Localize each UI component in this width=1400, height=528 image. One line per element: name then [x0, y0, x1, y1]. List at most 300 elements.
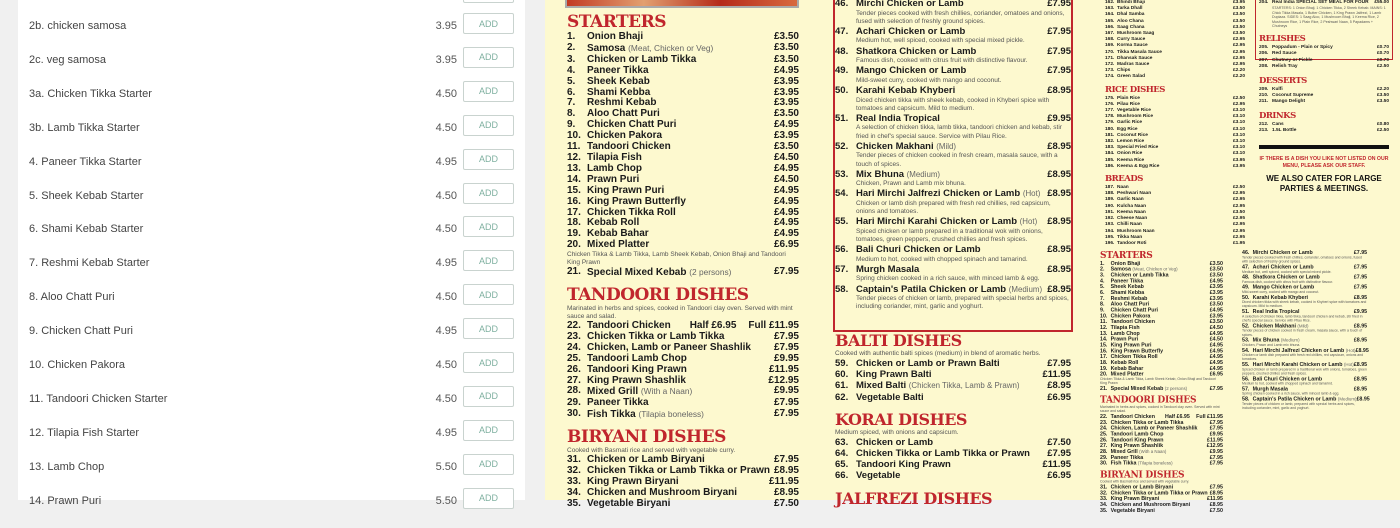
entry-number: 28. [1100, 448, 1108, 455]
entry-name [856, 141, 1047, 153]
menu-entry [567, 267, 799, 279]
entry-name-text: Prawn Puri [587, 173, 640, 185]
entry-number: 51. [1242, 308, 1250, 315]
entry-number: 56. [835, 244, 849, 256]
item-name: 11. Tandoori Chicken Starter [29, 392, 168, 405]
entry-name-text: Madras Sauce [1117, 62, 1150, 68]
entry-number: 53. [835, 168, 849, 180]
entry-name-text: Real India SPECIAL SET MEAL FOR FOUR [1272, 0, 1369, 5]
add-button-partial[interactable] [463, 0, 514, 3]
entry-price: £7.95 [1047, 448, 1071, 460]
entry-number: 32. [1100, 490, 1108, 496]
item-name: 9. Chicken Chatt Puri [29, 325, 133, 338]
entry-number: 60. [835, 369, 849, 381]
item-name: 2b. chicken samosa [29, 20, 127, 32]
add-button[interactable]: ADD [463, 47, 514, 68]
entry-name-text: Shatkora Chicken or Lamb [1252, 274, 1320, 281]
entry-name-text: King Prawn Shashlik [1110, 442, 1164, 449]
entry-number: 46. [835, 0, 849, 9]
entry-price: £8.95 [1047, 85, 1071, 97]
entry-price: £2.95 [1232, 197, 1245, 203]
entry-number: 34. [1100, 501, 1108, 508]
entry-number: 57. [835, 263, 849, 275]
entry-name-text: Mixed Balti [856, 380, 907, 392]
entry-name-text: Plain Rice [1117, 95, 1140, 101]
menu-entry [835, 216, 1071, 228]
entry-number: 165. [1105, 18, 1115, 24]
add-button[interactable]: ADD [463, 420, 514, 441]
entry-price: £3.50 [1232, 12, 1245, 18]
entry-name-text: Mixed Platter [587, 239, 650, 251]
menu-list-row [18, 494, 525, 528]
item-name: 3a. Chicken Tikka Starter [29, 87, 152, 100]
entry-name-text: Fish Tikka [587, 409, 636, 421]
entry-price: £9.95 [1047, 112, 1071, 124]
entry-number: 170. [1105, 49, 1115, 55]
menu-list-row [18, 256, 525, 290]
entry-price: £8.95 [1353, 361, 1368, 368]
entry-name-text: Dhal Samba [1117, 12, 1145, 18]
menu-list-row [18, 121, 525, 155]
entry-price: £2.95 [1232, 191, 1245, 197]
entry-price: £3.95 [773, 97, 799, 109]
entry-number: 177. [1105, 108, 1115, 114]
entry-number: 26. [567, 363, 581, 375]
entry-name [856, 169, 1047, 181]
entry-number: 50. [835, 85, 849, 97]
entry-price: £8.95 [1209, 501, 1223, 508]
entry-price: £8.95 [1353, 294, 1368, 301]
entry-name-text: Mango Delight [1272, 99, 1306, 105]
entry-number: 206. [1259, 51, 1269, 57]
menu-entry [1100, 460, 1223, 466]
entry-number: 59. [835, 358, 849, 369]
entry-name [587, 240, 774, 251]
menu-entry [835, 65, 1071, 77]
entry-number: 163. [1105, 6, 1115, 12]
entry-name-text: Prawn Puri [1110, 336, 1139, 343]
entry-price: £0.70 [1376, 57, 1389, 63]
entry-name-text: Mix Bhuna [856, 168, 905, 180]
entry-name-text: Lamb Chop [1110, 330, 1140, 337]
item-name: 12. Tilapia Fish Starter [29, 426, 140, 439]
menu-list-row [18, 155, 525, 189]
entry-name-text: Chicken Pakora [1110, 313, 1151, 319]
entry-name-text: Garlic Rice [1117, 120, 1143, 126]
section-title: RELISHES [1259, 33, 1306, 44]
entry-number: 21. [1100, 385, 1108, 392]
entry-name-text: Chicken Tikka or Lamb Tikka or Prawn [1110, 490, 1208, 496]
entry-price: £4.95 [1209, 307, 1223, 314]
menu-entry [1259, 64, 1389, 70]
menu-section [1259, 75, 1389, 106]
entry-name-text: 1.5L Bottle [1272, 128, 1297, 134]
item-price: 3.95 [435, 53, 457, 66]
menu-column-specials [1242, 250, 1370, 411]
entry-name-text: Sheek Kebab [587, 75, 650, 87]
entry-number: 168. [1105, 37, 1115, 43]
entry-price: £7.95 [1047, 25, 1071, 37]
menu-entry [1105, 241, 1245, 247]
entry-price: £8.95 [1047, 380, 1071, 392]
entry-description: Tender pieces of chicken or lamb, prepared with special herbs and spices, including coriander, mint, garlic and yoghurt. [1242, 402, 1355, 411]
entry-price: £3.95 [1209, 283, 1223, 290]
entry-name [856, 26, 1047, 38]
menu-entry [835, 46, 1071, 58]
add-button[interactable]: ADD [463, 318, 514, 339]
add-button[interactable]: ADD [463, 149, 514, 170]
entry-number: 50. [1242, 294, 1250, 301]
entry-number: 2. [1100, 266, 1105, 273]
entry-price: £9.95 [1209, 448, 1223, 455]
entry-price: £0.70 [1376, 44, 1389, 50]
entry-number: 25. [567, 352, 581, 364]
item-price: 4.50 [435, 392, 457, 405]
entry-name [856, 358, 1047, 369]
entry-number: 178. [1105, 114, 1115, 120]
menu-entry [835, 369, 1071, 380]
entry-description: Tender pieces of chicken cooked in fresh cream, masala sauce, with a touch of spices. [856, 152, 1058, 168]
entry-number: 33. [567, 476, 581, 487]
entry-name-text: Dhansak Sauce [1117, 55, 1153, 61]
entry-number: 34. [567, 486, 581, 498]
entry-name-text: Coconut Supreme [1272, 92, 1314, 98]
entry-name-text: Achari Chicken or Lamb [856, 25, 966, 37]
entry-price: £4.50 [773, 151, 799, 163]
entry-number: 174. [1105, 74, 1115, 80]
entry-name-text: Sheek Kebab [1110, 283, 1144, 290]
section-title: BIRYANI DISHES [1100, 469, 1185, 481]
entry-price: £7.95 [1353, 284, 1368, 291]
menu-section [1259, 110, 1389, 135]
entry-price: £3.50 [1232, 6, 1245, 12]
menu-entry [835, 244, 1071, 256]
entry-price: £9.95 [1209, 431, 1223, 438]
entry-note: (2 persons) [1164, 385, 1188, 391]
entry-price: £7.95 [1353, 274, 1368, 281]
entry-price: £4.95 [773, 119, 799, 131]
entry-name-text: Keema & Egg Rice [1117, 163, 1160, 169]
add-button[interactable]: ADD [463, 454, 514, 475]
item-price: 5.50 [435, 460, 457, 473]
entry-name-text: Chicken or Lamb Biryani [1110, 484, 1174, 491]
entry-number: 191. [1105, 209, 1115, 215]
entry-price: £7.50 [1047, 436, 1071, 448]
entry-price: £7.95 [773, 330, 799, 342]
entry-description: Medium to hot, cooked with chopped spinach and tamarind. [856, 255, 1028, 263]
add-button[interactable]: ADD [463, 386, 514, 407]
entry-price: £7.95 [1209, 460, 1223, 467]
entry-price: £2.95 [1232, 101, 1245, 107]
entry-name-text: Naan [1117, 185, 1129, 191]
entry-price: £2.50 [1232, 185, 1245, 191]
add-button[interactable]: ADD [463, 115, 514, 136]
entry-name [856, 65, 1047, 77]
entry-price: £2.95 [1232, 43, 1245, 49]
entry-name-text: Saag Chana [1117, 24, 1145, 30]
add-button[interactable]: ADD [463, 488, 514, 509]
entry-number: 15. [1100, 342, 1108, 349]
entry-note: (Hot) [1019, 217, 1038, 227]
entry-name-text: Tandoori Chicken [587, 320, 671, 332]
entry-number: 48. [1242, 274, 1250, 281]
add-button[interactable]: ADD [463, 81, 514, 102]
entry-half-price: Half £6.95 [689, 320, 737, 332]
entry-price: £4.95 [773, 184, 799, 196]
entry-name [856, 188, 1047, 200]
entry-number: 48. [835, 45, 849, 57]
menu-entry [835, 459, 1071, 470]
entry-price: £8.95 [1047, 168, 1071, 180]
entry-price: £3.95 [773, 75, 799, 87]
entry-number: 204. [1259, 0, 1269, 5]
entry-name-text: Mix Bhuna [1252, 337, 1280, 344]
menu-entry [835, 85, 1071, 97]
entry-name-text: Karahi Kebab Khyberi [1252, 294, 1309, 301]
item-price: 3.95 [435, 20, 457, 32]
entry-price: £2.50 [1376, 128, 1389, 134]
entry-number: 49. [1242, 284, 1250, 291]
entry-price: £8.95 [1353, 376, 1368, 382]
entry-price: £6.95 [1047, 391, 1071, 403]
entry-name-text: Shami Kebba [587, 86, 651, 98]
entry-number: 19. [1100, 365, 1108, 372]
entry-name-text: Cheese Naan [1117, 216, 1148, 222]
entry-name-text: Reshmi Kebab [1110, 295, 1148, 302]
entry-number: 20. [567, 239, 581, 251]
entry-number: 15. [567, 184, 581, 196]
add-button[interactable]: ADD [463, 216, 514, 237]
entry-name-text: Vegetable Balti [856, 391, 924, 403]
printed-menu-image [545, 0, 1400, 514]
entry-number: 7. [1100, 295, 1105, 302]
entry-number: 29. [567, 397, 581, 409]
entry-price: £3.50 [1209, 272, 1223, 279]
entry-name-text: Chips [1117, 68, 1131, 74]
entry-name-text: Chicken Makhani [856, 140, 934, 152]
entry-name [587, 499, 774, 510]
entry-name-text: Chicken Tikka or Lamb Tikka or Prawn [856, 448, 1030, 460]
entry-price: £2.95 [1232, 222, 1245, 228]
entry-name-text: Bhindi Bhaji [1117, 0, 1145, 5]
entry-name-text: Hari Mirchi Jalfrezi Chicken or Lamb [856, 188, 1021, 200]
menu-section [1242, 250, 1370, 411]
entry-number: 5. [1100, 283, 1105, 290]
entry-name [856, 216, 1047, 228]
item-price: 4.50 [435, 189, 457, 202]
entry-price: £4.95 [1209, 353, 1223, 360]
section-description: Medium spiced, with onions and capsicum. [835, 428, 959, 436]
entry-price: £8.95 [1353, 323, 1368, 329]
entry-price: £3.50 [773, 108, 799, 120]
entry-name [1272, 64, 1377, 70]
entry-name-text: Mixed Grill [587, 386, 639, 398]
entry-name-text: Samosa [587, 42, 626, 54]
entry-name [856, 437, 1047, 448]
section-title: DESSERTS [1259, 75, 1307, 86]
item-name: 6. Shami Kebab Starter [29, 223, 144, 236]
entry-price: £8.95 [1047, 244, 1071, 256]
entry-price: £7.95 [1047, 45, 1071, 57]
menu-entry [1259, 128, 1389, 134]
entry-number: 30. [567, 408, 581, 420]
menu-section [1259, 33, 1389, 71]
entry-name-text: Aloo Chatt Puri [1110, 301, 1150, 308]
menu-section [567, 427, 799, 510]
menu-section [835, 410, 1071, 482]
add-button[interactable]: ADD [463, 13, 514, 34]
entry-description: Tender pieces of chicken or lamb, prepared with special herbs and spices, including coriander, mint, garlic and yoghurt. [856, 295, 1069, 311]
menu-entry [835, 113, 1071, 125]
item-price: 4.95 [435, 426, 457, 439]
entry-price: £8.95 [1047, 283, 1071, 295]
entry-description: Spiced chicken or lamb prepared in a traditional wok with onions, tomatoes, green peppers, crushed chillies and fresh spices. [1242, 367, 1367, 376]
entry-name-text: Garlic Naan [1117, 197, 1144, 203]
entry-price: £0.80 [1376, 121, 1389, 127]
menu-entry [567, 499, 799, 510]
entry-number: 4. [1100, 278, 1105, 284]
entry-name [856, 470, 1047, 481]
entry-price: £4.50 [773, 173, 799, 185]
entry-price: £7.95 [1353, 250, 1368, 256]
entry-number: 182. [1105, 139, 1115, 145]
entry-price: £3.10 [1232, 120, 1245, 126]
entry-number: 24. [1100, 425, 1108, 432]
section-title: STARTERS [1100, 250, 1153, 261]
entry-name-text: Shami Kebba [1110, 289, 1145, 296]
entry-number: 29. [1100, 454, 1108, 461]
entry-number: 194. [1105, 228, 1115, 234]
entry-name-text: Special Fried Rice [1117, 145, 1159, 151]
entry-note: (Tilapia boneless) [1137, 460, 1173, 466]
entry-number: 6. [567, 86, 576, 98]
entry-name-text: Chicken Tikka or Lamb Tikka [587, 330, 725, 342]
entry-number: 183. [1105, 145, 1115, 151]
entry-price: £2.95 [1232, 49, 1245, 55]
entry-number: 18. [1100, 359, 1108, 366]
entry-name [856, 244, 1047, 256]
entry-price: £2.50 [1232, 95, 1245, 101]
menu-entry [567, 376, 799, 387]
entry-name-text: Chicken or Lamb Tikka [587, 53, 697, 65]
entry-name-text: King Prawn Balti [856, 369, 932, 381]
entry-name-text: Chicken Chatt Puri [1110, 307, 1159, 314]
entry-price: £3.10 [1232, 139, 1245, 145]
menu-entry [1105, 74, 1245, 80]
entry-number: 1. [567, 31, 576, 42]
entry-name-text: Chicken Tikka Roll [1110, 353, 1158, 360]
entry-description: Chicken, Prawn and Lamb mix bhuna. [1242, 343, 1301, 347]
entry-price: £7.95 [773, 397, 799, 409]
entry-number: 10. [1100, 313, 1108, 319]
entry-number: 47. [835, 25, 849, 37]
add-button[interactable]: ADD [463, 250, 514, 271]
entry-number: 52. [835, 140, 849, 152]
entry-price: £3.50 [1209, 301, 1223, 308]
section-title: TANDOORI DISHES [1100, 394, 1197, 406]
entry-price: £7.95 [1047, 65, 1071, 77]
entry-price: £3.50 [1232, 24, 1245, 30]
entry-number: 58. [835, 283, 849, 295]
item-name: 4. Paneer Tikka Starter [29, 155, 142, 168]
entry-note: (Hot) [1345, 347, 1356, 353]
entry-number: 46. [1242, 250, 1250, 256]
section-title: KORAI DISHES [835, 409, 967, 429]
entry-price: £2.95 [1232, 216, 1245, 222]
entry-name-text: Chicken or Lamb Biryani [587, 454, 705, 466]
entry-price: £4.95 [773, 64, 799, 76]
entry-price: £7.95 [1209, 454, 1223, 461]
entry-name-text: Fish Tikka [1110, 460, 1137, 467]
entry-name-text: Mirchi Chicken or Lamb [1252, 250, 1313, 256]
entry-name-text: Tandoori King Prawn [1110, 437, 1164, 443]
entry-price: £4.95 [773, 195, 799, 207]
entry-name [1117, 74, 1233, 80]
entry-number: 27. [1100, 442, 1108, 449]
menu-entry [835, 141, 1071, 153]
menu-entry [567, 409, 799, 421]
entry-name-text: King Prawn Shashlik [587, 374, 686, 386]
entry-name-text: Kebab Bahar [587, 228, 649, 240]
entry-number: 8. [1100, 301, 1105, 308]
menu-section [1259, 0, 1389, 29]
entry-price: £55.00 [1374, 0, 1389, 5]
entry-price: £7.50 [1209, 507, 1223, 514]
entry-price: £8.95 [1209, 490, 1223, 496]
entry-number: 167. [1105, 31, 1115, 37]
menu-section [835, 489, 1071, 508]
entry-price: £2.20 [1376, 86, 1389, 92]
item-name: 14. Prawn Puri [29, 494, 102, 507]
entry-price: £3.95 [1232, 163, 1245, 169]
item-price: 4.50 [435, 121, 457, 134]
menu-section [1105, 0, 1245, 81]
menu-list-row [18, 290, 525, 324]
item-price: 4.50 [435, 223, 457, 236]
entry-name [856, 392, 1047, 403]
entry-number: 171. [1105, 55, 1115, 61]
add-button[interactable]: ADD [463, 284, 514, 305]
entry-price: £4.95 [773, 217, 799, 229]
section-title: BIRYANI DISHES [567, 427, 726, 448]
entry-name [587, 409, 774, 421]
entry-number: 164. [1105, 12, 1115, 18]
add-button[interactable]: ADD [463, 352, 514, 373]
menu-entry [835, 470, 1071, 481]
entry-number: 1. [1100, 260, 1105, 267]
menu-entry [835, 264, 1071, 276]
entry-number: 12. [1100, 324, 1108, 331]
entry-price: £3.50 [1376, 92, 1389, 98]
entry-price: £2.95 [1232, 228, 1245, 234]
staff-note: IF THERE IS A DISH YOU LIKE NOT LISTED ON OUR MENU, PLEASE ASK OUR STAFF. [1259, 155, 1389, 169]
entry-number: 51. [835, 112, 849, 124]
entry-number: 20. [1100, 371, 1108, 378]
entry-name [1117, 164, 1233, 170]
menu-section [567, 12, 799, 279]
entry-number: 176. [1105, 101, 1115, 107]
entry-name-text: Curry Sauce [1117, 37, 1146, 43]
entry-note: (Medium) [906, 169, 941, 179]
entry-name-text: Kebab Roll [587, 217, 640, 229]
item-price: 4.95 [435, 325, 457, 338]
add-button[interactable]: ADD [463, 183, 514, 204]
entry-name-text: Real India Tropical [856, 112, 940, 124]
entry-price: £2.95 [1232, 234, 1245, 240]
entry-price: £3.50 [1376, 99, 1389, 105]
entry-name-text: Samosa [1110, 266, 1131, 273]
entry-number: 6. [1100, 289, 1105, 296]
